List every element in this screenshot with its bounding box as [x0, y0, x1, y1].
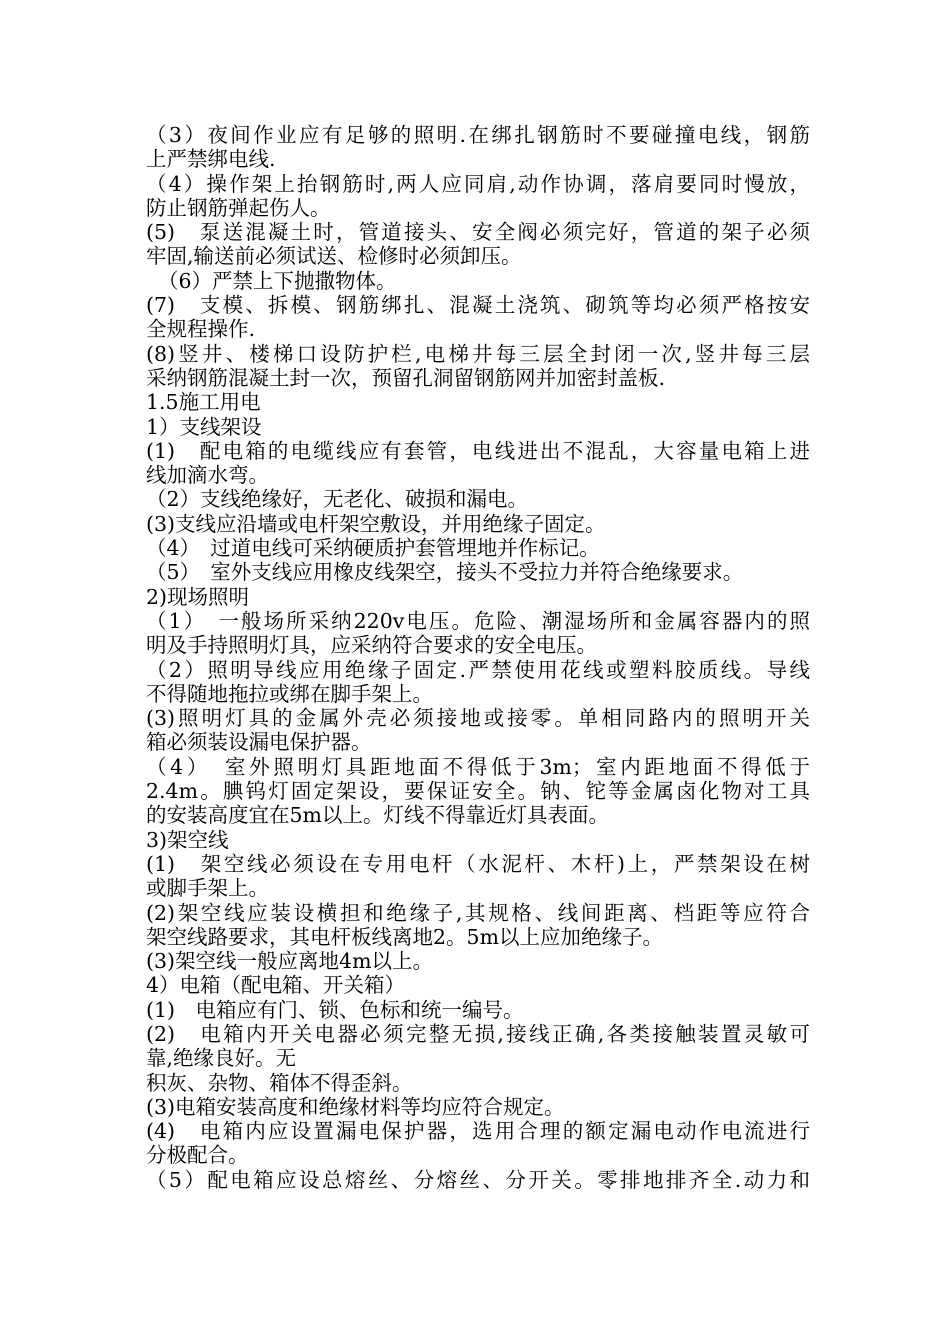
text-line: (7) 支模、拆模、钢筋绑扎、混凝土浇筑、砌筑等均必须严格按安 [146, 293, 810, 318]
text-line: (1) 电箱应有门、锁、色标和统一编号。 [146, 997, 524, 1022]
text-line: 积灰、杂物、箱体不得歪斜。 [146, 1070, 413, 1095]
text-line: 分极配合。 [146, 1143, 249, 1168]
text-line: （4）操作架上抬钢筋时,两人应同肩,动作协调，落肩要同时慢放， [146, 171, 810, 196]
text-line: 箱必须装设漏电保护器。 [146, 730, 372, 755]
text-line: 明及手持照明灯具，应采纳符合要求的安全电压。 [146, 633, 597, 658]
text-line: 3)架空线 [146, 827, 229, 852]
text-line: 线加滴水弯。 [146, 463, 269, 488]
text-line: 采纳钢筋混凝土封一次，预留孔洞留钢筋网并加密封盖板. [146, 365, 666, 390]
text-line: 牢固,输送前必须试送、检修时必须卸压。 [146, 244, 522, 269]
text-line: （3）夜间作业应有足够的照明.在绑扎钢筋时不要碰撞电线，钢筋 [146, 123, 810, 147]
text-line: 1）支线架设 [146, 414, 262, 439]
text-line: (5) 泵送混凝土时，管道接头、安全阀必须完好，管道的架子必须 [146, 220, 810, 245]
text-line: (2) 电箱内开关电器必须完整无损,接线正确,各类接触装置灵敏可 [146, 1021, 810, 1046]
text-line: (1) 架空线必须设在专用电杆（水泥杆、木杆)上，严禁架设在树 [146, 851, 810, 876]
text-line: 2.4m。腆钨灯固定架设，要保证安全。钠、铊等金属卤化物对工具 [146, 779, 810, 804]
text-line: (3)照明灯具的金属外壳必须接地或接零。单相同路内的照明开关 [146, 706, 810, 731]
text-line: （2）照明导线应用绝缘子固定.严禁使用花线或塑料胶质线。导线 [146, 657, 810, 682]
text-line: （4） 室外照明灯具距地面不得低于3m；室内距地面不得低于 [146, 754, 810, 779]
text-line: （6）严禁上下抛撒物体。 [158, 268, 397, 293]
text-line: (2)架空线应装设横担和绝缘子,其规格、线间距离、档距等应符合 [146, 900, 810, 925]
text-line: 架空线路要求，其电杆板线离地2。5m以上应加绝缘子。 [146, 924, 664, 949]
text-line: 2)现场照明 [146, 584, 250, 609]
text-line: (3)电箱安装高度和绝缘材料等均应符合规定。 [146, 1094, 565, 1119]
text-line: 1.5施工用电 [146, 390, 261, 415]
document-body [146, 123, 810, 1192]
text-line: 4）电箱（配电箱、开关箱） [146, 973, 406, 998]
text-line: （4） 过道电线可采纳硬质护套管埋地并作标记。 [146, 536, 600, 561]
text-line: 防止钢筋弹起伤人。 [146, 195, 331, 220]
text-line: （5） 室外支线应用橡皮线架空，接头不受拉力并符合绝缘要求。 [146, 560, 744, 585]
text-line: (4) 电箱内应设置漏电保护器，选用合理的额定漏电动作电流进行 [146, 1119, 810, 1144]
text-line: （5）配电箱应设总熔丝、分熔丝、分开关。零排地排齐全.动力和 [146, 1167, 810, 1192]
text-line: 全规程操作. [146, 317, 256, 342]
text-line: 不得随地拖拉或绑在脚手架上。 [146, 681, 433, 706]
text-line: 的安装高度宜在5m以上。灯线不得靠近灯具表面。 [146, 803, 609, 828]
text-line: 或脚手架上。 [146, 876, 269, 901]
text-line: (3)支线应沿墙或电杆架空敷设，并用绝缘子固定。 [146, 511, 606, 536]
text-line: (1) 配电箱的电缆线应有套管，电线进出不混乱，大容量电箱上进 [146, 438, 810, 463]
text-line: 靠,绝缘良好。无 [146, 1046, 297, 1071]
text-line: (8)竖井、楼梯口设防护栏,电梯井每三层全封闭一次,竖井每三层 [146, 341, 810, 366]
text-line: （1） 一般场所采纳220v电压。危险、潮湿场所和金属容器内的照 [146, 608, 810, 633]
text-line: 上严禁绑电线. [146, 147, 276, 172]
text-line: （2）支线绝缘好，无老化、破损和漏电。 [146, 487, 529, 512]
text-line: (3)架空线一般应离地4m以上。 [146, 949, 434, 974]
